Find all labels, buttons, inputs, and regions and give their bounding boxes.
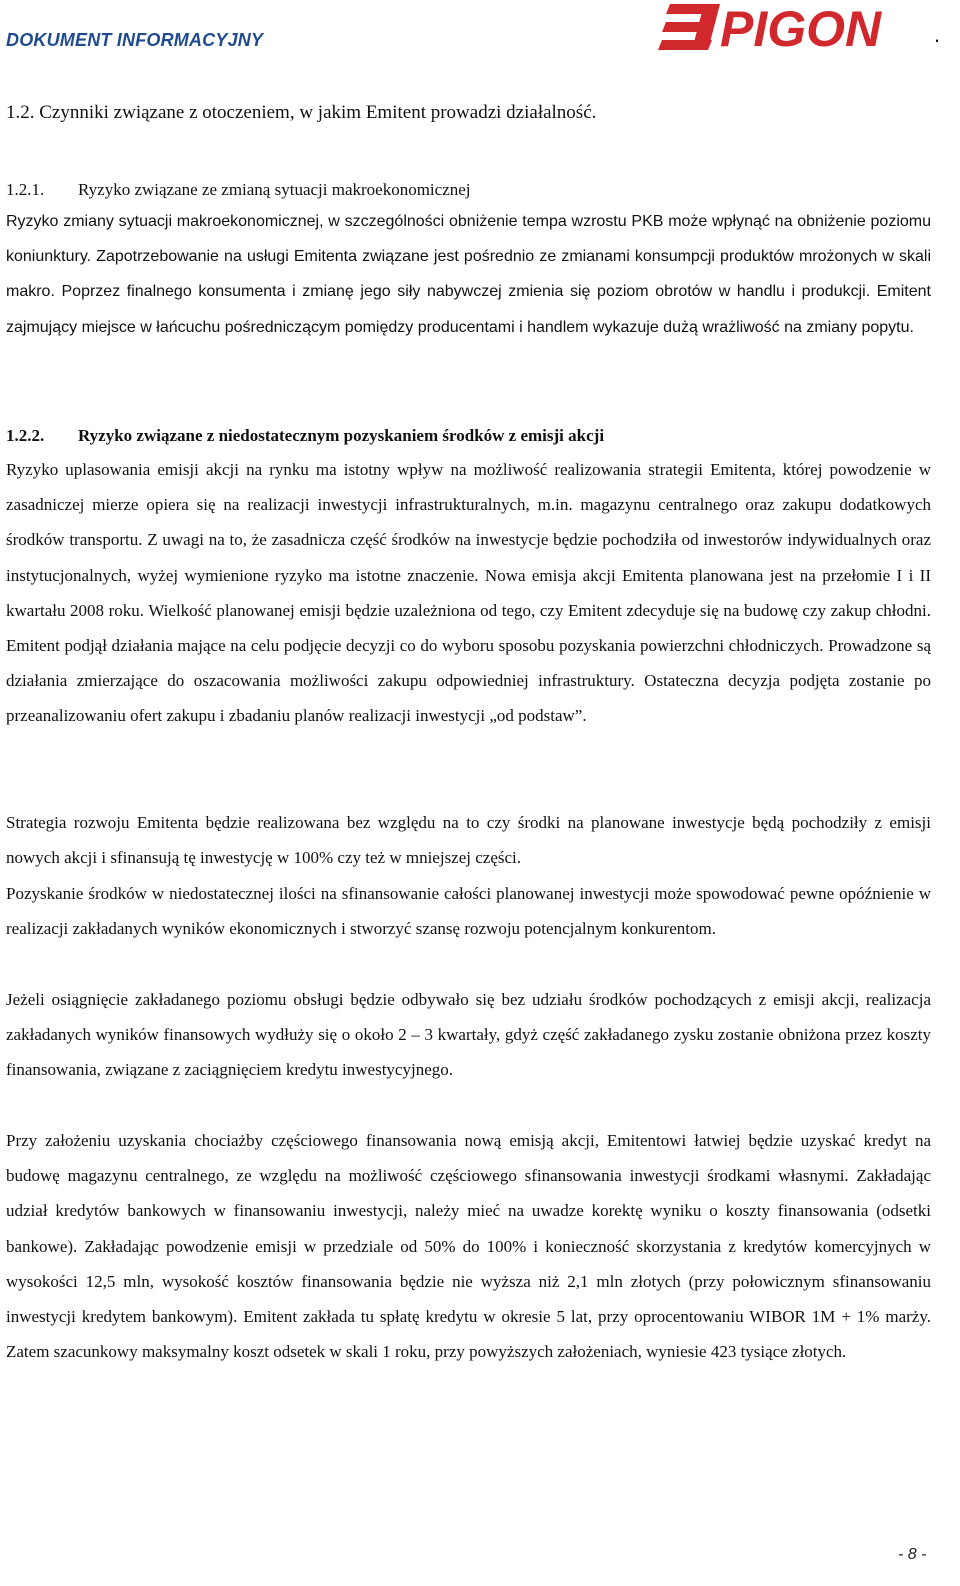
page-number: - 8 - — [898, 1546, 927, 1563]
epigon-logo — [658, 2, 928, 52]
subsection-number: 1.2.2. — [6, 426, 45, 445]
logo-text: PIGON — [720, 2, 882, 52]
paragraph: Ryzyko uplasowania emisji akcji na rynku ma istotny wpływ na możliwość realizowania strategii Emitenta, której powodzenie w zasadniczej mierze opiera się na realizacji inwestycji infrastrukturalnych, m.in. magazynu centralnego oraz zakupu dodatkowych środków transportu. Z uwagi na to, że zasadnicza część środków na inwestycje będzie pochodziła od inwestorów indywidualnych oraz instytucjonalnych, wyżej wymienione ryzyko ma istotne znaczenie. Nowa emisja akcji Emitenta planowana jest na przełomie I i II kwartału 2008 roku. Wielkość planowanej emisji będzie uzależniona od tego, czy Emitent zdecyduje się na budowę czy zakup chłodni. Emitent podjął działania mające na celu podjęcie decyzji co do wyboru sposobu pozyskania powierzchni chłodniczych. Prowadzone są działania zmierzające do oszacowania możliwości zakupu odpowiedniej infrastruktury. Ostateczna decyzja podjęta zostanie po przeanalizowaniu ofert zakupu i zbadaniu planów realizacji inwestycji „od podstaw”. — [6, 460, 931, 726]
paragraph: Strategia rozwoju Emitenta będzie realizowana bez względu na to czy środki na planowane inwestycje będą pochodziły z emisji nowych akcji i sfinansują tę inwestycję w 100% czy też w mniejszej części. — [6, 813, 931, 868]
subsection-title: Ryzyko związane ze zmianą sytuacji makroekonomicznej — [78, 180, 471, 199]
paragraph: Pozyskanie środków w niedostatecznej ilości na sfinansowanie całości planowanej inwestycji może spowodować pewne opóźnienie w realizacji zakładanych wyników ekonomicznych i stworzyć szansę rozwoju potencjalnym konkurentom. — [6, 884, 931, 939]
subsection-title: Ryzyko związane z niedostatecznym pozyskaniem środków z emisji akcji — [78, 426, 605, 445]
logo-dot: . — [934, 22, 941, 47]
subsection-heading-2 — [6, 426, 604, 446]
paragraph: Ryzyko zmiany sytuacji makroekonomicznej, w szczególności obniżenie tempa wzrostu PKB może wpłynąć na obniżenie poziomu koniunktury. Zapotrzebowanie na usługi Emitenta związane jest pośrednio ze zmianami konsumpcji produktów mrożonych w skali makro. Poprzez finalnego konsumenta i zmianę jego siły nabywczej zmienia się poziom obrotów w handlu i produkcji. Emitent zajmujący miejsce w łańcuchu pośredniczącym pomiędzy producentami i handlem wykazuje dużą wrażliwość na zmiany popytu. — [6, 213, 931, 336]
paragraph: Jeżeli osiągnięcie zakładanego poziomu obsługi będzie odbywało się bez udziału środków pochodzących z emisji akcji, realizacja zakładanych wyników finansowych wydłuży się o około 2 – 3 kwartały, gdyż część zakładanego zysku zostanie obniżona przez koszty finansowania, związane z zaciągnięciem kredytu inwestycyjnego. — [6, 990, 931, 1080]
subsection-heading-1 — [6, 180, 471, 200]
paragraph: Przy założeniu uzyskania chociażby częściowego finansowania nową emisją akcji, Emitentowi łatwiej będzie uzyskać kredyt na budowę magazynu centralnego, ze względu na możliwość częściowego sfinansowania inwestycji środkami własnymi. Zakładając udział kredytów bankowych w finansowaniu inwestycji, należy mieć na uwadze korektę wyniku o koszty finansowania (odsetki bankowe). Zakładając powodzenie emisji w przedziale od 50% do 100% i konieczność skorzystania z kredytów komercyjnych w wysokości 12,5 mln, wysokość kosztów finansowania będzie nie wyższa niż 2,1 mln złotych (przy połowicznym sfinansowaniu inwestycji kredytem bankowym). Emitent zakłada tu spłatę kredytu w okresie 5 lat, przy oprocentowaniu WIBOR 1M + 1% marży. Zatem szacunkowy maksymalny koszt odsetek w skali 1 roku, przy powyższych założeniach, wyniesie 423 tysiące złotych. — [6, 1131, 931, 1362]
subsection-number: 1.2.1. — [6, 180, 45, 199]
section-heading: 1.2. Czynniki związane z otoczeniem, w jakim Emitent prowadzi działalność. — [6, 102, 597, 123]
document-title: DOKUMENT INFORMACYJNY — [6, 30, 264, 50]
